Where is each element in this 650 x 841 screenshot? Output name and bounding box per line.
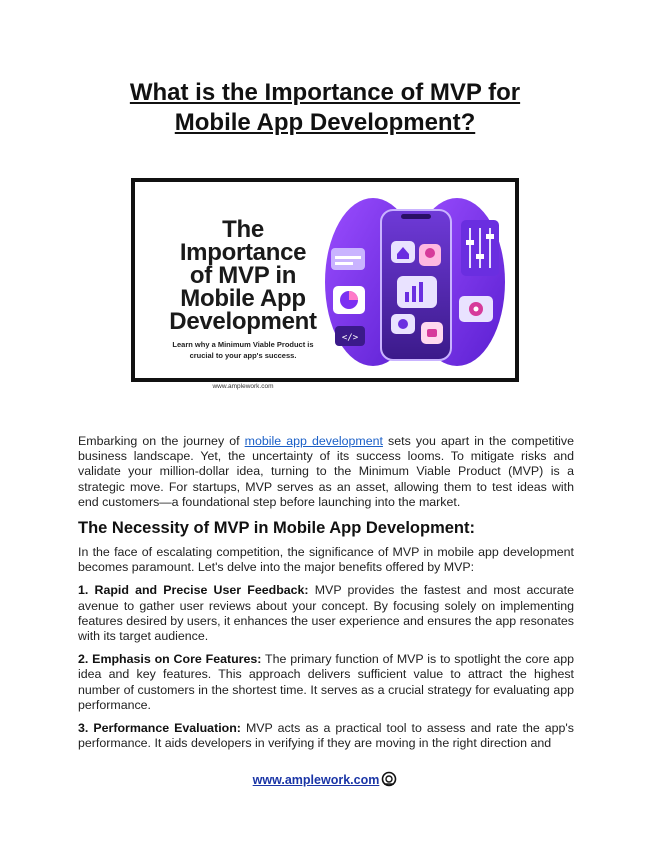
benefit-item [78,583,574,644]
phone-illustration [321,196,511,372]
mobile-app-development-link[interactable]: mobile app development [244,434,383,448]
title-line-1: What is the Importance of MVP for [129,79,521,106]
benefit-title: 3. Performance Evaluation: [78,721,241,736]
slider-knob [466,240,474,245]
code-icon: </> [341,333,359,343]
title-line-2: Mobile App Development? [174,109,476,136]
hero-subtitle-line: crucial to your app's success. [189,351,297,360]
intro-text: Embarking on the journey of [78,434,245,448]
bar-chart-bar [419,282,423,302]
hero-heading-line: Mobile App [180,285,306,312]
bar-chart-icon [405,292,409,302]
slider-track [479,228,481,268]
section-heading: The Necessity of MVP in Mobile App Development: [78,519,475,538]
intro-text: sets you apart in the competitive business landscape. Yet, the uncertainty of its success looms. To mitigate risks and validate your million-dollar idea, turning to the Minimum Viable Product (MVP) is a strategic move. For startups, MVP serves as an asset, allowing them to test ideas with end customers—a foundational step before launching into the market. [78,434,574,509]
benefit-text: The primary function of MVP is to spotlight the core app idea and key features. This approach delivers sufficient value to attract the highest number of customers in the shortest time. It serves as a crucial strategy for evaluating app performance. [78,652,574,712]
map-pin-dot [474,307,479,312]
benefit-text: MVP provides the fastest and most accurate avenue to gather user reviews about your concept. By focusing solely on implementing features desired by users, it enhances the user experience and ensures the app resonates with its target audience. [78,583,574,644]
hero-text-block [157,218,329,390]
chat-icon [398,319,408,329]
article-body [78,434,574,759]
hero-heading-line: Development [169,308,317,335]
slider-track [469,228,471,268]
bar-chart-bar [412,286,416,302]
benefit-item [78,721,574,751]
slider-knob [476,254,484,259]
hero-heading-line: Importance [179,239,307,266]
hero-subtitle-line: Learn why a Minimum Viable Product is [172,340,314,349]
card-line [335,262,353,265]
chart-tile [397,276,437,308]
page-title [80,78,570,138]
hero-heading [157,218,329,333]
hero-heading-line: The [222,216,264,243]
amplework-logo-icon [381,771,397,787]
hero-url: www.amplework.com [212,383,274,390]
slider-knob [486,234,494,239]
page-footer [0,771,650,787]
hero-heading-line: of MVP in [189,262,297,289]
card-line [335,256,361,259]
section-intro: In the face of escalating competition, the significance of MVP in mobile app development becomes paramount. Let's delve into the major benefits offered by MVP: [78,545,574,575]
benefit-title: 1. Rapid and Precise User Feedback: [78,583,309,598]
benefit-title: 2. Emphasis on Core Features: [78,652,262,667]
benefit-item [78,652,574,713]
footer-link[interactable]: www.amplework.com [252,773,380,787]
hero-subtitle [157,339,329,361]
benefit-text: MVP acts as a practical tool to assess and rate the app's performance. It aids developers in verifying if they are moving in the right direction and [78,721,574,751]
location-pin-icon [425,248,435,258]
hero-image [131,178,519,390]
message-icon [427,329,437,337]
intro-paragraph [78,434,574,510]
phone-notch [401,214,431,219]
